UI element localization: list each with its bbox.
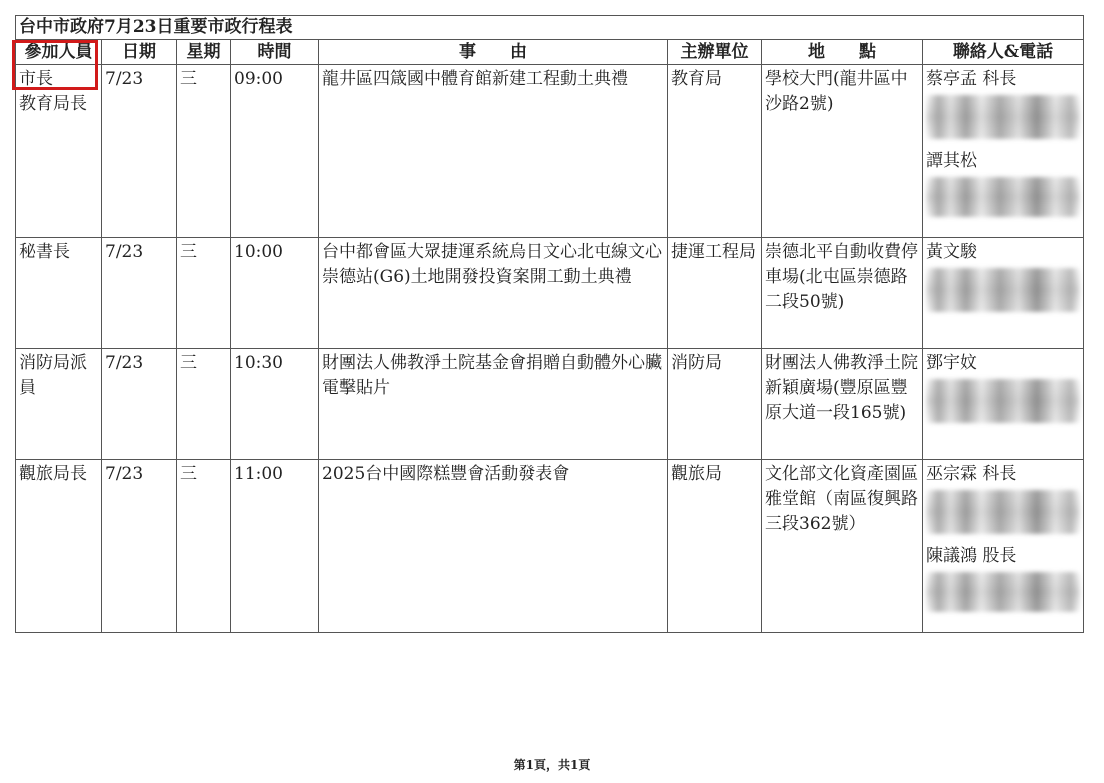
header-location: 地 點	[762, 40, 923, 65]
header-contact: 聯絡人&電話	[923, 40, 1084, 65]
cell-attendee: 觀旅局長	[16, 460, 102, 633]
cell-weekday: 三	[177, 460, 231, 633]
table-row	[16, 460, 1084, 633]
cell-event: 台中都會區大眾捷運系統烏日文心北屯線文心崇德站(G6)土地開發投資案開工動土典禮	[319, 238, 668, 349]
cell-date: 7/23	[102, 349, 177, 460]
cell-time: 11:00	[231, 460, 319, 633]
cell-time: 10:30	[231, 349, 319, 460]
cell-organizer: 捷運工程局	[668, 238, 762, 349]
table-row	[16, 238, 1084, 349]
header-weekday: 星期	[177, 40, 231, 65]
header-organizer: 主辦單位	[668, 40, 762, 65]
redacted-phone	[926, 177, 1080, 217]
cell-organizer: 觀旅局	[668, 460, 762, 633]
cell-time: 09:00	[231, 65, 319, 238]
table-row	[16, 65, 1084, 238]
contact-name: 陳議鴻 股長	[926, 546, 1017, 566]
cell-weekday: 三	[177, 65, 231, 238]
schedule-sheet	[15, 15, 1083, 633]
redacted-phone	[926, 268, 1080, 312]
cell-organizer: 消防局	[668, 349, 762, 460]
contact-name: 巫宗霖 科長	[926, 464, 1017, 484]
cell-attendee: 消防局派員	[16, 349, 102, 460]
schedule-table	[15, 15, 1084, 633]
cell-weekday: 三	[177, 238, 231, 349]
contact-name: 鄧宇妏	[926, 353, 977, 373]
header-time: 時間	[231, 40, 319, 65]
cell-date: 7/23	[102, 65, 177, 238]
schedule-title: 台中市政府7月23日重要市政行程表	[16, 16, 1084, 40]
cell-location: 文化部文化資產園區雅堂館（南區復興路三段362號）	[762, 460, 923, 633]
cell-contact	[923, 460, 1084, 633]
header-attendee: 參加人員	[16, 40, 102, 65]
cell-contact	[923, 238, 1084, 349]
cell-time: 10:00	[231, 238, 319, 349]
redacted-phone	[926, 379, 1080, 423]
cell-weekday: 三	[177, 349, 231, 460]
header-row	[16, 40, 1084, 65]
cell-organizer: 教育局	[668, 65, 762, 238]
cell-date: 7/23	[102, 238, 177, 349]
cell-event: 龍井區四箴國中體育館新建工程動土典禮	[319, 65, 668, 238]
cell-location: 崇德北平自動收費停車場(北屯區崇德路二段50號)	[762, 238, 923, 349]
header-event: 事 由	[319, 40, 668, 65]
table-row	[16, 349, 1084, 460]
cell-attendee: 秘書長	[16, 238, 102, 349]
cell-contact	[923, 65, 1084, 238]
contact-name: 蔡亭孟 科長	[926, 69, 1017, 89]
cell-event: 2025台中國際糕豐會活動發表會	[319, 460, 668, 633]
cell-contact	[923, 349, 1084, 460]
header-date: 日期	[102, 40, 177, 65]
cell-location: 學校大門(龍井區中沙路2號)	[762, 65, 923, 238]
redacted-phone	[926, 95, 1080, 139]
cell-event: 財團法人佛教淨土院基金會捐贈自動體外心臟電擊貼片	[319, 349, 668, 460]
contact-name: 譚其松	[926, 151, 977, 171]
cell-attendee: 市長 教育局長	[16, 65, 102, 238]
redacted-phone	[926, 490, 1080, 534]
redacted-phone	[926, 572, 1080, 612]
cell-location: 財團法人佛教淨土院新穎廣場(豐原區豐原大道一段165號)	[762, 349, 923, 460]
cell-date: 7/23	[102, 460, 177, 633]
contact-name: 黃文駿	[926, 242, 977, 262]
page-footer: 第1頁，共1頁	[513, 758, 591, 772]
